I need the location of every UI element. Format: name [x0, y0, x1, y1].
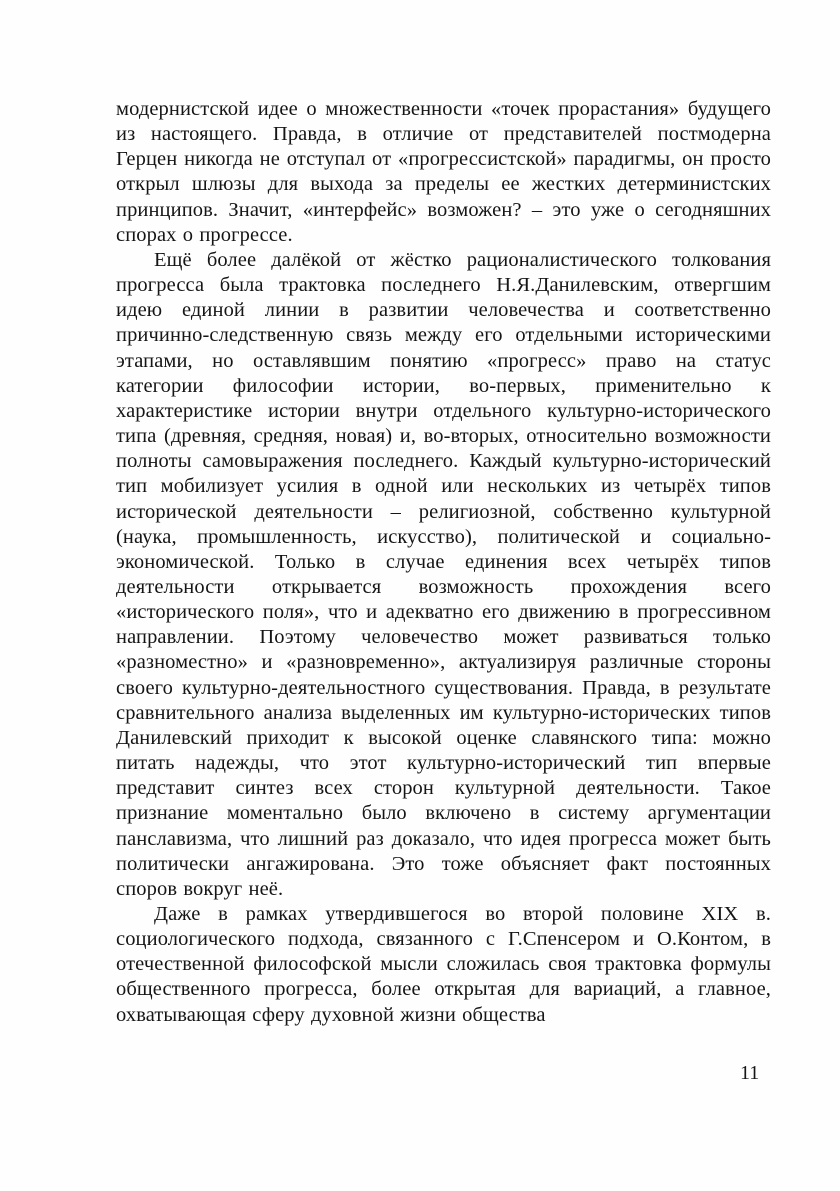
page-number: 11	[740, 1062, 760, 1084]
body-text	[116, 97, 771, 1028]
body-paragraph: Ещё более далёкой от жёстко рационалистического толкования прогресса была трактовка последнего Н.Я.Данилевским, отвергшим идею единой линии в развитии человечества и соответственно причинно-следственную связь между его отдельными историческими этапами, но оставлявшим понятию «прогресс» право на статус категории философии истории, во-первых, применительно к характеристике истории внутри отдельного культурно-исторического типа (древняя, средняя, новая) и, во-вторых, относительно возможности полноты самовыражения последнего. Каждый культурно-исторический тип мобилизует усилия в одной или нескольких из четырёх типов исторической деятельности – религиозной, собственно культурной (наука, промышленность, искусство), политической и социально-экономической. Только в случае единения всех четырёх типов деятельности открывается возможность прохождения всего «исторического поля», что и адекватно его движению в прогрессивном направлении. Поэтому человечество может развиваться только «разноместно» и «разновременно», актуализируя различные стороны своего культурно-деятельностного существования. Правда, в результате сравнительного анализа выделенных им культурно-исторических типов Данилевский приходит к высокой оценке славянского типа: можно питать надежды, что этот культурно-исторический тип впервые представит синтез всех сторон культурной деятельности. Такое признание моментально было включено в систему аргументации панславизма, что лишний раз доказало, что идея прогресса может быть политически ангажирована. Это тоже объясняет факт постоянных споров вокруг неё.	[116, 248, 771, 900]
body-paragraph: Даже в рамках утвердившегося во второй половине XIX в. социологического подхода, связанного с Г.Спенсером и О.Контом, в отечественной философской мысли сложилась своя трактовка формулы общественного прогресса, более открытая для вариаций, а главное, охватывающая сферу духовной жизни общества	[116, 903, 771, 1026]
body-paragraph: модернистской идее о множественности «точек прорастания» будущего из настоящего. Правда, в отличие от представителей постмодерна Герцен никогда не отступал от «прогрессистской» парадигмы, он просто открыл шлюзы для выхода за пределы ее жестких детерминистских принципов. Значит, «интерфейс» возможен? – это уже о сегодняшних спорах о прогрессе.	[116, 98, 771, 246]
